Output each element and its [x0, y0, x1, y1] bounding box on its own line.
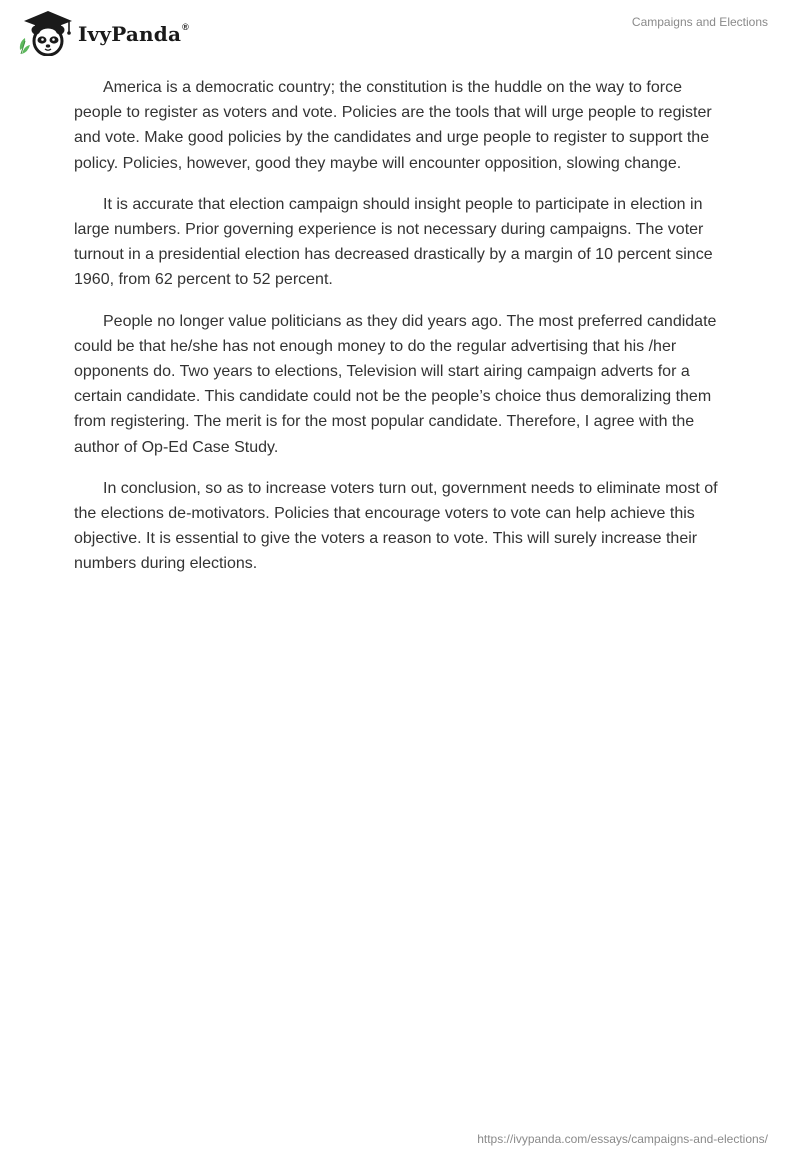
- ivypanda-logo[interactable]: [16, 10, 189, 56]
- brand-name: IvyPanda®: [78, 22, 189, 46]
- paragraph-4: In conclusion, so as to increase voters turn out, government needs to eliminate most of the elections de-motivators. Policies that encourage voters to vote can help achieve this objective. It is essential to give the voters a reason to vote. This will surely increase their numbers during elections.: [74, 479, 718, 573]
- page-header: [0, 0, 800, 64]
- registered-mark: ®: [182, 22, 189, 33]
- source-url-link[interactable]: https://ivypanda.com/essays/campaigns-and-elections/: [477, 1132, 768, 1146]
- document-title: Campaigns and Elections: [631, 15, 768, 29]
- paragraph-2: It is accurate that election campaign should insight people to participate in election in large numbers. Prior governing experience is not necessary during campaigns. The voter turnout in a presidential election has decreased drastically by a margin of 10 percent since 1960, from 62 percent to 52 percent.: [74, 195, 713, 289]
- paragraph-3: People no longer value politicians as they did years ago. The most preferred candidate could be that he/she has not enough money to do the regular advertising that his /her opponents do. Two years to elections, Television will start airing campaign adverts for a certain candidate. This candidate could not be the people’s choice thus demoralizing them from registering. The merit is for the most popular candidate. Therefore, I agree with the author of Op-Ed Case Study.: [74, 312, 717, 456]
- essay-body: [74, 75, 724, 593]
- panda-graduation-cap-icon: [16, 10, 76, 56]
- paragraph-1: America is a democratic country; the constitution is the huddle on the way to force people to register as voters and vote. Policies are the tools that will urge people to register and vote. Make good policies by the candidates and urge people to register to support the policy. Policies, however, good they maybe will encounter opposition, slowing change.: [74, 79, 712, 172]
